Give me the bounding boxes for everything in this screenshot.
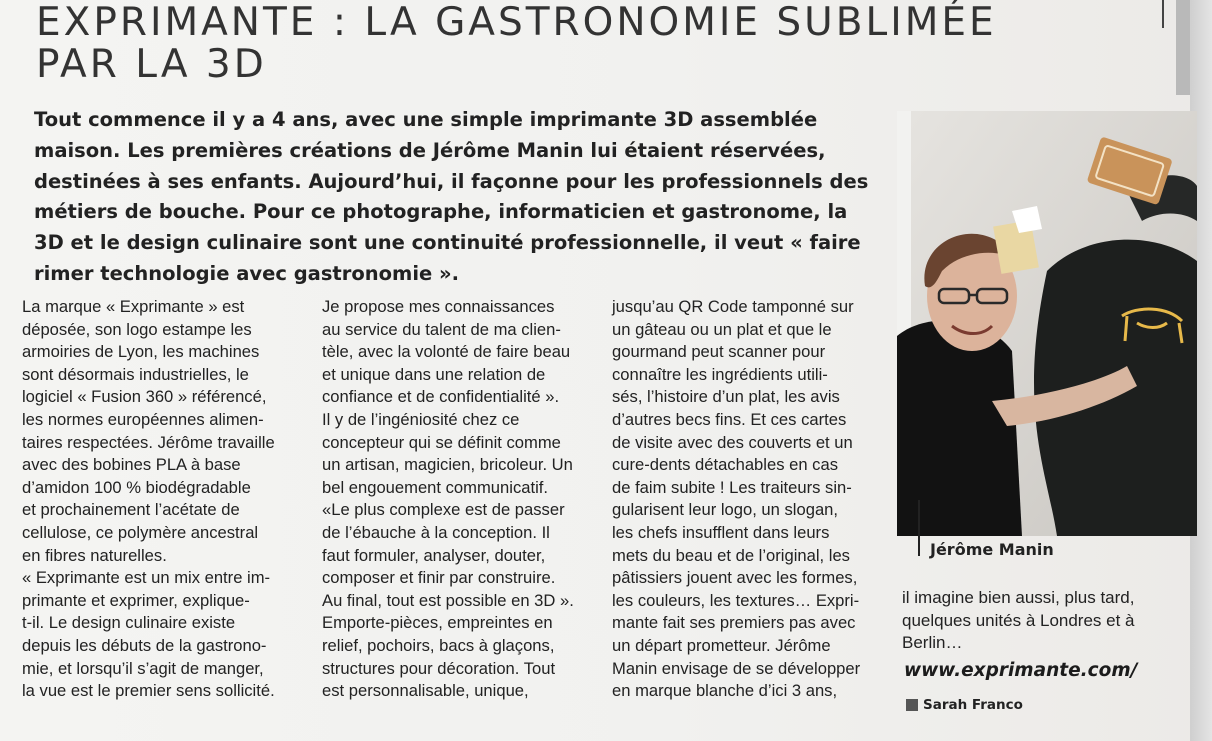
body-line: structures pour décoration. Tout — [322, 658, 556, 678]
body-line: armoiries de Lyon, les machines — [22, 342, 260, 362]
author-name: Sarah Franco — [923, 697, 1023, 713]
person-shirt — [897, 320, 1022, 536]
body-line: d’amidon 100 % biodégradable — [22, 477, 251, 497]
article-title — [36, 2, 997, 86]
body-line: « Exprimante est un mix entre im- — [22, 568, 271, 588]
body-line: Il y de l’ingéniosité chez ce — [322, 409, 520, 429]
column-rule-top — [1162, 0, 1164, 28]
body-line: logiciel « Fusion 360 » référencé, — [22, 387, 267, 407]
body-line: un gâteau ou un plat et que le — [612, 319, 832, 339]
body-line: la vue est le premier sens sollicité. — [22, 681, 275, 701]
body-line: «Le plus complexe est de passer — [322, 500, 565, 520]
body-column-3 — [612, 296, 874, 703]
body-line: cellulose, ce polymère ancestral — [22, 522, 259, 542]
body-line: Berlin… — [902, 633, 963, 653]
photo-caption: Jérôme Manin — [930, 540, 1054, 559]
portrait-illustration — [897, 111, 1197, 536]
body-line: composer et finir par construire. — [322, 568, 556, 588]
body-line: un artisan, magicien, bricoleur. Un — [322, 455, 573, 475]
body-line: les chefs insufflent dans leurs — [612, 522, 830, 542]
lead-line: rimer technologie avec gastronomie ». — [34, 261, 460, 285]
body-line: relief, pochoirs, bacs à glaçons, — [322, 635, 555, 655]
body-line: il imagine bien aussi, plus tard, — [902, 588, 1135, 607]
body-column-4 — [902, 587, 1174, 655]
body-line: bel engouement communicatif. — [322, 477, 548, 497]
body-line: La marque « Exprimante » est — [22, 297, 245, 316]
lead-line: maison. Les premières créations de Jérôme Manin lui étaient réservées, — [34, 138, 826, 162]
body-line: les normes européennes alimen- — [22, 409, 264, 429]
body-line: un départ prometteur. Jérôme — [612, 635, 831, 655]
body-line: d’autres becs fins. Et ces cartes — [612, 409, 847, 429]
body-line: mets du beau et de l’original, les — [612, 545, 850, 565]
body-line: Manin envisage de se développer — [612, 658, 861, 678]
body-line: les couleurs, les textures… Expri- — [612, 590, 860, 610]
body-line: est personnalisable, unique, — [322, 681, 529, 701]
portrait-photo — [897, 111, 1197, 536]
body-line: de visite avec des couverts et un — [612, 432, 853, 452]
lead-line: Tout commence il y a 4 ans, avec une simple imprimante 3D assemblée — [34, 108, 818, 131]
body-line: sont désormais industrielles, le — [22, 364, 249, 384]
body-line: gularisent leur logo, un slogan, — [612, 500, 839, 520]
body-line: au service du talent de ma clien- — [322, 319, 561, 339]
title-line: EXPRIMANTE : LA GASTRONOMIE SUBLIMÉE — [36, 0, 997, 45]
article-lead — [34, 105, 869, 290]
body-line: concepteur qui se définit comme — [322, 432, 561, 452]
body-line: pâtissiers jouent avec les formes, — [612, 568, 858, 588]
body-line: gourmand peut scanner pour — [612, 342, 826, 362]
lead-line: destinées à ses enfants. Aujourd’hui, il façonne pour les professionnels des — [34, 169, 869, 193]
body-line: Au final, tout est possible en 3D ». — [322, 590, 574, 610]
body-line: de l’ébauche à la conception. Il — [322, 522, 550, 542]
caption-rule — [918, 500, 920, 556]
body-line: et unique dans une relation de — [322, 364, 546, 384]
title-line: PAR LA 3D — [36, 42, 267, 87]
body-line: et prochainement l’acétate de — [22, 500, 240, 520]
lead-line: métiers de bouche. Pour ce photographe, informaticien et gastronome, la — [34, 200, 848, 224]
body-line: depuis les débuts de la gastrono- — [22, 635, 267, 655]
body-line: mie, et lorsqu’il s’agit de manger, — [22, 658, 264, 678]
website-link[interactable]: www.exprimante.com/ — [904, 660, 1138, 681]
body-line: sés, l’histoire d’un plat, les avis — [612, 387, 840, 407]
body-line: en fibres naturelles. — [22, 545, 167, 565]
body-line: connaître les ingrédients utili- — [612, 364, 828, 384]
body-line: mante fait ses premiers pas avec — [612, 613, 856, 633]
body-line: faut formuler, analyser, douter, — [322, 545, 546, 565]
body-line: confiance et de confidentialité ». — [322, 387, 560, 407]
body-line: en marque blanche d’ici 3 ans, — [612, 681, 838, 701]
body-line: tèle, avec la volonté de faire beau — [322, 342, 571, 362]
body-line: déposée, son logo estampe les — [22, 319, 252, 339]
author-marker-icon — [906, 699, 918, 711]
body-line: de faim subite ! Les traiteurs sin- — [612, 477, 852, 497]
lead-line: 3D et le design culinaire sont une continuité professionnelle, il veut « faire — [34, 231, 861, 255]
body-line: cure-dents détachables en cas — [612, 455, 839, 475]
body-line: primante et exprimer, explique- — [22, 590, 250, 610]
body-line: Emporte-pièces, empreintes en — [322, 613, 553, 633]
body-line: quelques unités à Londres et à — [902, 610, 1135, 630]
body-line: t-il. Le design culinaire existe — [22, 613, 236, 633]
body-line: taires respectées. Jérôme travaille — [22, 432, 275, 452]
body-line: jusqu’au QR Code tamponné sur — [612, 297, 854, 316]
body-line: avec des bobines PLA à base — [22, 455, 241, 475]
body-column-1 — [22, 296, 302, 703]
body-line: Je propose mes connaissances — [322, 297, 555, 316]
body-column-2 — [322, 296, 592, 703]
